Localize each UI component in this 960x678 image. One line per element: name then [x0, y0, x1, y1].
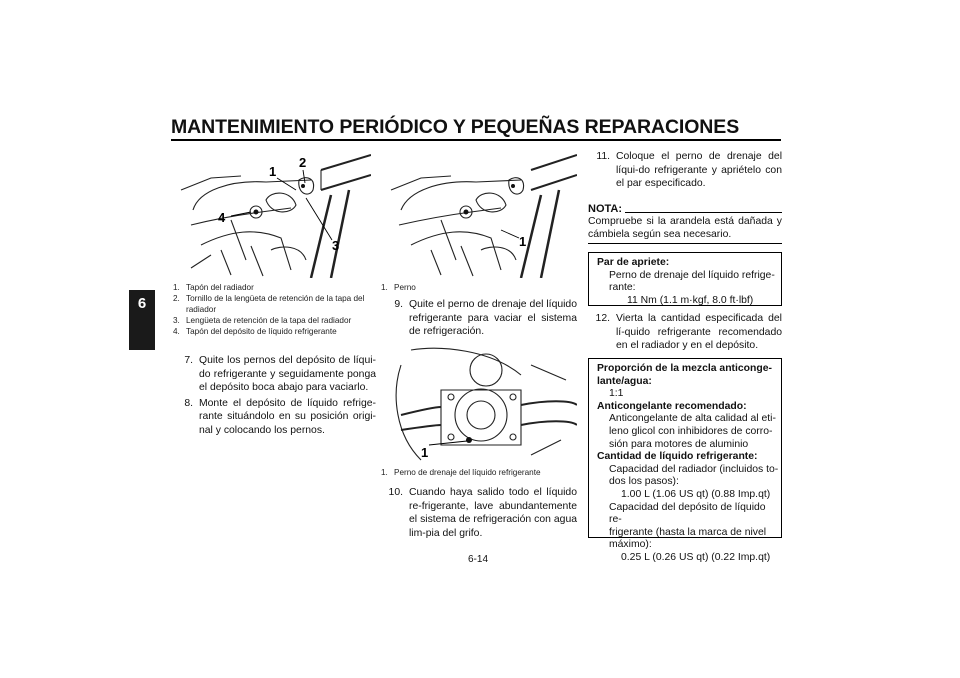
note-bottom-rule	[588, 243, 782, 244]
step-item: 11. Coloque el perno de drenaje del líqui-do refrigerante y apriételo con el par especificado.	[596, 151, 782, 190]
caption-item: 2. Tornillo de la lengüeta de retención de la tapa del radiador	[173, 294, 365, 314]
spec-value: máximo):	[609, 539, 652, 551]
spec-value: 0.25 L (0.26 US qt) (0.22 Imp.qt)	[621, 551, 771, 563]
figure-bolt	[381, 150, 577, 278]
figure3-caption	[381, 467, 577, 478]
figure-radiator-cap-illustration	[171, 150, 371, 278]
spec-value: Anticongelante de alta calidad al eti-	[609, 413, 776, 425]
torque-line: rante:	[609, 282, 636, 294]
steps-column-3a	[580, 150, 782, 193]
note-label: NOTA:	[588, 203, 623, 215]
figure1-caption	[173, 282, 373, 337]
spec-value: Capacidad del radiador (incluidos to-	[609, 463, 779, 475]
spec-value: dos los pasos):	[609, 476, 679, 488]
coolant-spec-box	[588, 358, 782, 563]
step-item: 8. Monte el depósito de líquido refrige-rante situándolo en su posición origi-nal y colocando los pernos.	[184, 397, 376, 436]
figure1-callout-2: 2	[299, 155, 307, 170]
figure-drain-bolt	[381, 345, 577, 463]
chapter-tab	[129, 290, 155, 350]
title-rule	[171, 139, 781, 141]
note-header	[588, 203, 782, 215]
figure2-caption	[381, 282, 577, 293]
step-item: 7. Quite los pernos del depósito de líqui-do refrigerante y seguidamente ponga el depósito boca abajo para vaciarlo.	[184, 355, 376, 394]
figure1-callout-3: 3	[332, 238, 340, 253]
page-number: 6-14	[468, 554, 489, 565]
step-item: 10. Cuando haya salido todo el líquido re-frigerante, lave abundantemente el sistema de refrigeración con agua lim-pia del grifo.	[388, 487, 577, 539]
torque-spec-box	[588, 252, 782, 306]
steps-column-1	[171, 354, 376, 440]
step-item: 9. Quite el perno de drenaje del líquido refrigerante para vaciar el sistema de refrigeración.	[394, 299, 577, 338]
spec-heading: Cantidad de líquido refrigerante:	[597, 451, 758, 463]
spec-value: 1.00 L (1.06 US qt) (0.88 Imp.qt)	[621, 488, 771, 500]
step-item: 12. Vierta la cantidad especificada del lí-quido refrigerante recomendado en el radiador y en el depósito.	[595, 313, 782, 352]
page-title: MANTENIMIENTO PERIÓDICO Y PEQUEÑAS REPARACIONES	[171, 116, 740, 138]
spec-value: sión para motores de aluminio	[609, 438, 749, 450]
figure1-callout-4: 4	[218, 210, 226, 225]
figure-drain-bolt-illustration	[381, 345, 577, 463]
torque-line: Perno de drenaje del líquido refrige-	[609, 269, 775, 281]
steps-column-2b	[381, 486, 577, 542]
spec-value: leno glicol con inhibidores de corro-	[609, 425, 773, 437]
torque-value: 11 Nm (1.1 m·kgf, 8.0 ft·lbf)	[627, 294, 754, 306]
caption-item: 3. Lengüeta de retención de la tapa del radiador	[173, 316, 352, 325]
figure3-callout-1: 1	[421, 445, 429, 460]
figure-radiator-cap	[171, 150, 371, 278]
figure-bolt-illustration	[381, 150, 577, 278]
chapter-tab-label: 6	[137, 295, 147, 312]
caption-item: 4. Tapón del depósito de líquido refrigerante	[173, 327, 337, 336]
caption-item: 1. Tapón del radiador	[173, 283, 254, 292]
figure2-callout-1: 1	[519, 234, 527, 249]
spec-value: frigerante (hasta la marca de nivel	[609, 526, 767, 538]
spec-heading: lante/agua:	[597, 375, 652, 387]
torque-heading: Par de apriete:	[597, 257, 670, 268]
spec-value: 1:1	[609, 388, 624, 400]
spec-value: Capacidad del depósito de líquido re-	[609, 501, 766, 526]
note-header-rule	[625, 212, 782, 213]
note-text: Compruebe si la arandela está dañada y cámbiela según sea necesario.	[588, 216, 782, 241]
caption-item: 1. Perno de drenaje del líquido refrigerante	[381, 468, 541, 477]
steps-column-3b	[580, 312, 782, 355]
spec-heading: Proporción de la mezcla anticonge-	[597, 363, 772, 374]
caption-item: 1. Perno	[381, 283, 416, 292]
steps-column-2a	[381, 298, 577, 341]
spec-heading: Anticongelante recomendado:	[597, 400, 747, 412]
figure1-callout-1: 1	[269, 164, 277, 179]
